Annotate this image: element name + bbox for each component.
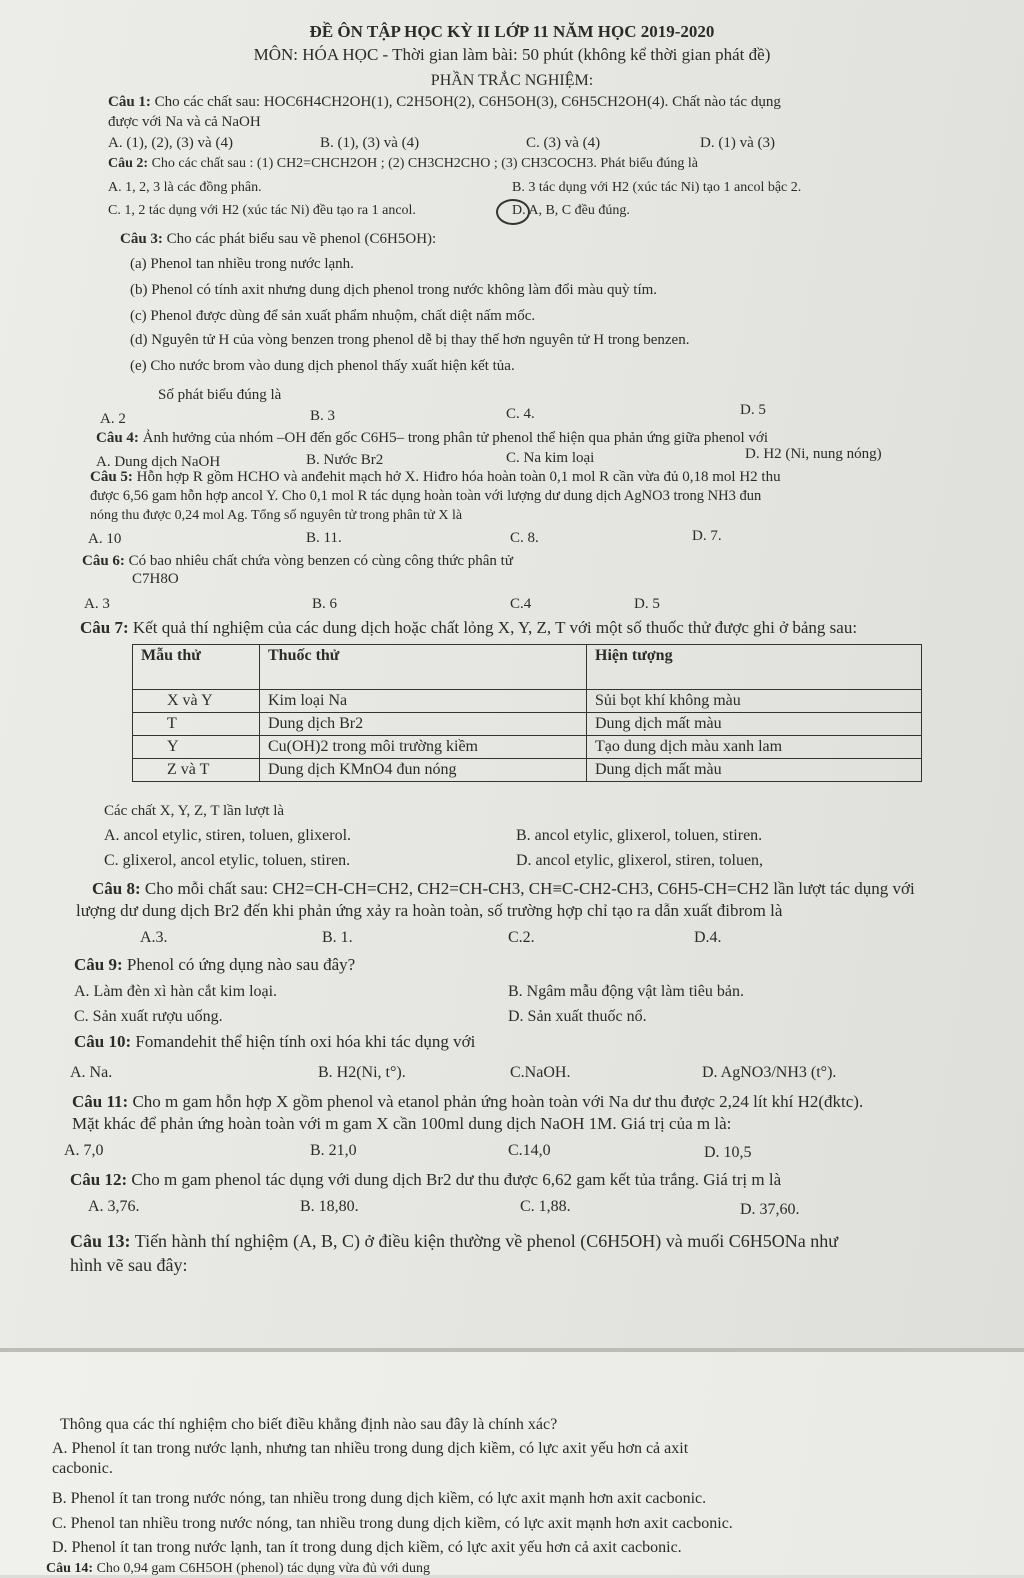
question-text: Fomandehit thể hiện tính oxi hóa khi tác dụng với: [135, 1032, 476, 1051]
question-label: Câu 9:: [74, 955, 123, 974]
option-c: C. Na kim loại: [506, 450, 595, 466]
table-row: [133, 713, 922, 736]
option-c: C.2.: [508, 929, 535, 946]
option-b: B. 18,80.: [300, 1198, 359, 1215]
option-d: D. 10,5: [704, 1144, 752, 1161]
question-11: [72, 1093, 863, 1111]
exam-subject: MÔN: HÓA HỌC - Thời gian làm bài: 50 phút (không kể thời gian phát đề): [253, 45, 771, 64]
option-a: A. 10: [88, 531, 122, 547]
option-d: D. (1) và (3): [700, 135, 775, 151]
option-a-cont: cacbonic.: [52, 1460, 113, 1477]
option-a: A. (1), (2), (3) và (4): [108, 135, 233, 151]
option-a: A. 3: [84, 596, 110, 612]
question-label: Câu 4:: [96, 430, 139, 446]
question-label: Câu 1:: [108, 94, 151, 110]
question-text: Phenol có ứng dụng nào sau đây?: [126, 955, 356, 974]
option-a: A. 2: [100, 411, 126, 427]
option-d: D. Phenol ít tan trong nước lạnh, tan ít trong dung dịch kiềm, có lực axit yếu hơn cả axit cacbonic.: [52, 1539, 682, 1556]
statement-d: (d) Nguyên tử H của vòng benzen trong phenol dễ bị thay thế hơn nguyên tử H trong benzen.: [130, 332, 690, 348]
table-cell: Dung dịch KMnO4 đun nóng: [260, 759, 587, 782]
question-text: Cho mỗi chất sau: CH2=CH-CH=CH2, CH2=CH-CH3, CH≡C-CH2-CH3, C6H5-CH=CH2 lần lượt tác dụng với: [144, 879, 915, 898]
option-a: A. Na.: [70, 1064, 113, 1081]
option-b: B. (1), (3) và (4): [320, 135, 420, 151]
table-cell: Cu(OH)2 trong môi trường kiềm: [260, 736, 587, 759]
question-8: [92, 880, 915, 898]
table-row: [133, 759, 922, 782]
question-text: Cho các chất sau: HOC6H4CH2OH(1), C2H5OH(2), C6H5OH(3), C6H5CH2OH(4). Chất nào tác dụng: [154, 94, 781, 110]
question-ask: Các chất X, Y, Z, T lần lượt là: [104, 803, 285, 819]
question-2: [108, 155, 698, 173]
question-12: [70, 1171, 781, 1189]
results-table: [132, 644, 922, 782]
question-ask: Thông qua các thí nghiệm cho biết điều khẳng định nào sau đây là chính xác?: [60, 1416, 558, 1433]
option-d: D. 7.: [692, 528, 722, 544]
option-b: B. 3 tác dụng với H2 (xúc tác Ni) tạo 1 ancol bậc 2.: [512, 180, 802, 195]
table-cell: Kim loại Na: [260, 690, 587, 713]
table-cell: T: [133, 713, 260, 736]
question-10: [74, 1033, 475, 1051]
table-row: [133, 690, 922, 713]
table-cell: Dung dịch mất màu: [587, 713, 922, 736]
question-label: Câu 6:: [82, 553, 125, 569]
option-b: B. 11.: [306, 530, 342, 546]
option-d: D. A, B, C đều đúng.: [512, 203, 630, 218]
statement-e: (e) Cho nước brom vào dung dịch phenol thấy xuất hiện kết tủa.: [130, 358, 515, 374]
option-c: C. Phenol tan nhiều trong nước nóng, tan nhiều trong dung dịch kiềm, có lực axit mạnh hơn axit cacbonic.: [52, 1515, 733, 1532]
question-label: Câu 12:: [70, 1170, 128, 1189]
statement-c: (c) Phenol được dùng để sản xuất phẩm nhuộm, chất diệt nấm mốc.: [130, 308, 536, 324]
option-c: C. (3) và (4): [526, 135, 601, 151]
option-c: C. glixerol, ancol etylic, toluen, stiren.: [104, 852, 351, 869]
table-cell: X và Y: [133, 690, 260, 713]
question-6: [82, 552, 513, 570]
option-b: B. Nước Br2: [306, 452, 384, 468]
option-d: D. 5: [740, 402, 766, 418]
option-d: D. H2 (Ni, nung nóng): [745, 446, 882, 462]
question-text-cont: lượng dư dung dịch Br2 đến khi phản ứng xảy ra hoàn toàn, số trường hợp chỉ tạo ra dẫn xuất đibrom là: [76, 901, 783, 920]
question-text-cont: được với Na và cả NaOH: [108, 114, 261, 130]
option-c: C.14,0: [508, 1142, 551, 1159]
question-label: Câu 10:: [74, 1032, 132, 1051]
statement-a: (a) Phenol tan nhiều trong nước lạnh.: [130, 256, 354, 272]
option-a: A. Phenol ít tan trong nước lạnh, nhưng tan nhiều trong dung dịch kiềm, có lực axit yếu hơn cả axit: [52, 1440, 689, 1457]
table-cell: Sủi bọt khí không màu: [587, 690, 922, 713]
option-d: D. ancol etylic, glixerol, stiren, toluen,: [516, 852, 764, 869]
question-label: Câu 11:: [72, 1092, 129, 1111]
table-header-row: [133, 645, 922, 690]
question-text-cont: nóng thu được 0,24 mol Ag. Tổng số nguyên tử trong phân tử X là: [90, 508, 463, 523]
option-b: B. 6: [312, 596, 338, 612]
option-a: A. 7,0: [64, 1142, 104, 1159]
option-a: A. Dung dịch NaOH: [96, 454, 221, 470]
question-label: Câu 14:: [46, 1561, 94, 1576]
question-9: [74, 956, 355, 974]
question-text-cont: Mặt khác để phản ứng hoàn toàn với m gam X cần 100ml dung dịch NaOH 1M. Giá trị của m là:: [72, 1114, 732, 1133]
option-c: C. 4.: [506, 406, 535, 422]
question-3: [120, 230, 436, 248]
question-text: Cho các chất sau : (1) CH2=CHCH2OH ; (2) CH3CH2CHO ; (3) CH3COCH3. Phát biểu đúng là: [151, 156, 699, 171]
question-text: Hỗn hợp R gồm HCHO và anđehit mạch hở X. Hiđro hóa hoàn toàn 0,1 mol R cần vừa đủ 0,18 mol H2 thu: [136, 469, 781, 485]
option-c: C.4: [510, 596, 532, 612]
question-label: Câu 2:: [108, 156, 149, 171]
question-label: Câu 8:: [92, 879, 141, 898]
question-text: Ảnh hưởng của nhóm –OH đến gốc C6H5– trong phân tử phenol thể hiện qua phản ứng giữa phenol với: [142, 430, 769, 446]
option-c: C.NaOH.: [510, 1064, 571, 1081]
question-text: Kết quả thí nghiệm của các dung dịch hoặc chất lỏng X, Y, Z, T với một số thuốc thử được ghi ở bảng sau:: [132, 618, 858, 637]
option-d: D. AgNO3/NH3 (t°).: [702, 1064, 837, 1081]
question-label: Câu 13:: [70, 1231, 131, 1251]
question-label: Câu 7:: [80, 618, 129, 637]
column-header: Mẫu thử: [133, 645, 260, 690]
question-5: [90, 468, 781, 486]
table-cell: Tạo dung dịch màu xanh lam: [587, 736, 922, 759]
molecular-formula: C7H8O: [132, 571, 179, 587]
question-text: Có bao nhiêu chất chứa vòng benzen có cùng công thức phân tử: [128, 553, 513, 569]
option-d: D. Sản xuất thuốc nổ.: [508, 1008, 647, 1025]
option-c: C. 1, 2 tác dụng với H2 (xúc tác Ni) đều tạo ra 1 ancol.: [108, 203, 416, 218]
column-header: Thuốc thử: [260, 645, 587, 690]
table-row: [133, 736, 922, 759]
question-text: Tiến hành thí nghiệm (A, B, C) ở điều kiện thường về phenol (C6H5OH) và muối C6H5ONa như: [134, 1231, 839, 1251]
question-1: [108, 93, 781, 111]
option-d: D. 5: [634, 596, 660, 612]
table-cell: Y: [133, 736, 260, 759]
question-label: Câu 5:: [90, 469, 133, 485]
option-b: B. 3: [310, 408, 336, 424]
question-text: Cho m gam hỗn hợp X gồm phenol và etanol phản ứng hoàn toàn với Na dư thu được 2,24 lít khí H2(đktc).: [132, 1092, 864, 1111]
table-cell: Dung dịch mất màu: [587, 759, 922, 782]
question-4: [96, 429, 768, 447]
option-b: B. H2(Ni, t°).: [318, 1064, 406, 1081]
question-text: Cho m gam phenol tác dụng với dung dịch Br2 dư thu được 6,62 gam kết tủa trắng. Giá trị m là: [131, 1170, 782, 1189]
option-a: A. 3,76.: [88, 1198, 140, 1215]
option-b: B. 21,0: [310, 1142, 357, 1159]
option-c: C. 8.: [510, 530, 539, 546]
question-13: [70, 1230, 838, 1252]
question-7: [80, 619, 857, 637]
question-14: [46, 1560, 430, 1578]
question-text: Cho 0,94 gam C6H5OH (phenol) tác dụng vừa đủ với dung: [96, 1561, 431, 1576]
option-d: D.4.: [694, 929, 722, 946]
statement-b: (b) Phenol có tính axit nhưng dung dịch phenol trong nước không làm đổi màu quỳ tím.: [130, 282, 658, 298]
option-a: A.3.: [140, 929, 168, 946]
option-a: A. 1, 2, 3 là các đồng phân.: [108, 180, 262, 195]
table-cell: Z và T: [133, 759, 260, 782]
option-b: B. 1.: [322, 929, 353, 946]
option-b: B. Ngâm mẫu động vật làm tiêu bản.: [508, 983, 744, 1000]
option-a: A. ancol etylic, stiren, toluen, glixerol.: [104, 827, 352, 844]
question-text: Cho các phát biểu sau về phenol (C6H5OH):: [166, 231, 437, 247]
option-c: C. 1,88.: [520, 1198, 571, 1215]
option-b: B. ancol etylic, glixerol, toluen, stiren.: [516, 827, 763, 844]
option-d: D. 37,60.: [740, 1201, 800, 1218]
question-text-cont: được 6,56 gam hỗn hợp ancol Y. Cho 0,1 mol R tác dụng hoàn toàn với lượng dư dung dịch AgNO3 trong NH3 đun: [90, 488, 762, 504]
question-label: Câu 3:: [120, 231, 163, 247]
exam-title: ĐỀ ÔN TẬP HỌC KỲ II LỚP 11 NĂM HỌC 2019-2020: [309, 22, 715, 41]
question-text-cont: hình vẽ sau đây:: [70, 1255, 188, 1275]
table-cell: Dung dịch Br2: [260, 713, 587, 736]
column-header: Hiện tượng: [587, 645, 922, 690]
option-b: B. Phenol ít tan trong nước nóng, tan nhiều trong dung dịch kiềm, có lực axit mạnh hơn axit cacbonic.: [52, 1490, 707, 1507]
question-ask: Số phát biểu đúng là: [158, 387, 282, 403]
section-heading: PHẦN TRẮC NGHIỆM:: [430, 72, 594, 89]
option-c: C. Sản xuất rượu uống.: [74, 1008, 223, 1025]
option-a: A. Làm đèn xì hàn cắt kim loại.: [74, 983, 278, 1000]
